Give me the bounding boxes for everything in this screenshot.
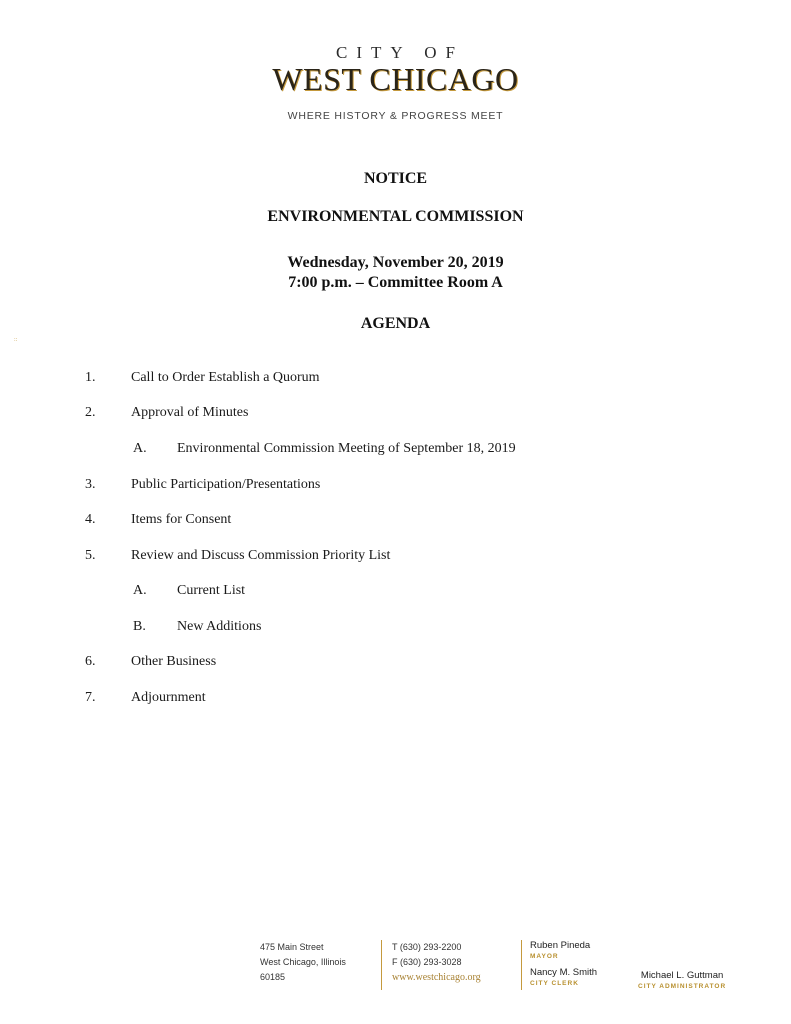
clerk-name: Nancy M. Smith — [530, 967, 598, 978]
agenda-subitem-letter: A. — [133, 583, 147, 598]
agenda-item-text: Adjournment — [131, 690, 206, 705]
address-street: 475 Main Street — [260, 942, 324, 952]
website-link[interactable]: www.westchicago.org — [392, 972, 481, 983]
footer-contact — [392, 940, 481, 985]
logo-tagline: WHERE HISTORY & PROGRESS MEET — [287, 110, 504, 122]
clerk-title: CITY CLERK — [530, 980, 579, 987]
agenda-item-number: 7. — [85, 690, 96, 705]
agenda-subitem-text: New Additions — [177, 619, 262, 634]
agenda-item-number: 3. — [85, 477, 96, 492]
mayor-title: MAYOR — [530, 953, 559, 960]
scan-mark: :: — [14, 337, 18, 343]
footer-address — [260, 940, 346, 985]
notice-heading: NOTICE — [363, 170, 428, 187]
meeting-time-location: 7:00 p.m. – Committee Room A — [288, 274, 503, 291]
logo-west-chicago: WEST CHICAGO — [272, 61, 519, 97]
agenda-subitem-letter: B. — [133, 619, 146, 634]
agenda-item-text: Public Participation/Presentations — [131, 477, 321, 492]
administrator-title: CITY ADMINISTRATOR — [638, 983, 727, 990]
fax-number: F (630) 293-3028 — [392, 957, 462, 967]
agenda-subitem-letter: A. — [133, 441, 147, 456]
agenda-item-number: 5. — [85, 548, 96, 563]
address-zip: 60185 — [260, 972, 286, 982]
address-city: West Chicago, Illinois — [260, 957, 346, 967]
meeting-date: Wednesday, November 20, 2019 — [287, 254, 504, 271]
phone-number: T (630) 293-2200 — [392, 942, 462, 952]
footer-divider — [521, 940, 522, 990]
agenda-item-text: Other Business — [131, 654, 217, 669]
administrator-name: Michael L. Guttman — [640, 970, 724, 981]
agenda-heading: AGENDA — [360, 315, 431, 332]
agenda-item-number: 4. — [85, 512, 96, 527]
city-logo — [0, 44, 791, 122]
agenda-item-text: Review and Discuss Commission Priority List — [131, 548, 391, 563]
agenda-item-number: 2. — [85, 405, 96, 420]
commission-heading: ENVIRONMENTAL COMMISSION — [267, 208, 524, 225]
agenda-item-text: Call to Order Establish a Quorum — [131, 370, 320, 385]
agenda-item-text: Items for Consent — [131, 512, 232, 527]
mayor-name: Ruben Pineda — [530, 940, 591, 951]
footer-administrator — [638, 970, 726, 991]
agenda-item-text: Approval of Minutes — [131, 405, 249, 420]
agenda-item-number: 1. — [85, 370, 96, 385]
agenda-item-number: 6. — [85, 654, 96, 669]
letterhead-footer — [0, 940, 791, 1000]
agenda-subitem-text: Environmental Commission Meeting of September 18, 2019 — [177, 441, 516, 456]
agenda-subitem-text: Current List — [177, 583, 246, 598]
footer-divider — [381, 940, 382, 990]
logo-city-of: CITY OF — [335, 43, 464, 62]
footer-officials — [530, 940, 597, 988]
